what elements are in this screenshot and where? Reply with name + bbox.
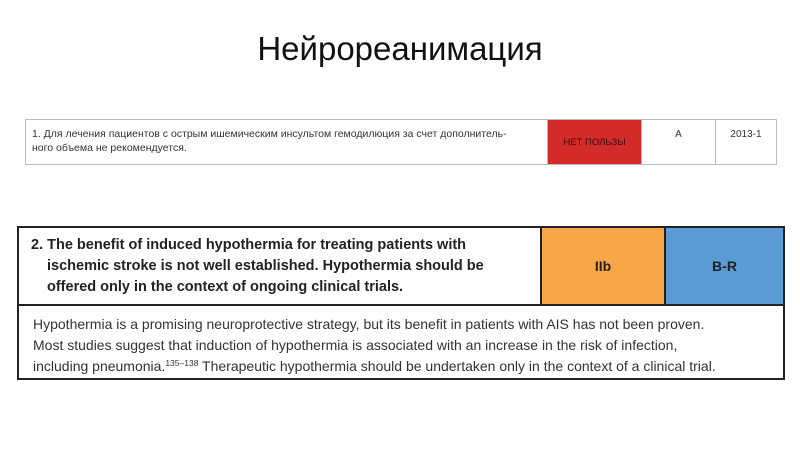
supporting-text-fragment: Therapeutic hypothermia should be undertaken only in the context of a clinical trial. <box>198 358 716 374</box>
supporting-text-line: Most studies suggest that induction of hypothermia is associated with an increase in the risk of infection, <box>33 337 678 353</box>
level-of-evidence-cell: B-R <box>664 228 783 304</box>
recommendation-statement <box>19 228 540 304</box>
statement-line: offered only in the context of ongoing clinical trials. <box>47 279 404 295</box>
class-of-recommendation-cell: IIb <box>540 228 664 304</box>
reference-superscript: 135–138 <box>165 358 199 368</box>
recommendation-row-ru <box>25 119 777 165</box>
benefit-class-cell: НЕТ ПОЛЬЗЫ <box>548 120 642 164</box>
statement-line: ischemic stroke is not well established. Hypothermia should be <box>47 258 484 274</box>
supporting-text <box>19 306 783 385</box>
statement-line: 2. The benefit of induced hypothermia for treating patients with <box>31 237 467 253</box>
recommendation-text-line: 1. Для лечения пациентов с острым ишемическим инсультом гемодилюция за счет дополнитель- <box>32 128 507 140</box>
recommendation-row <box>19 228 783 306</box>
supporting-text-line: Hypothermia is a promising neuroprotective strategy, but its benefit in patients with AIS has not been proven. <box>33 316 705 332</box>
supporting-text-line <box>33 356 769 377</box>
evidence-level-cell: А <box>642 120 716 164</box>
year-cell: 2013-1 <box>730 129 762 140</box>
recommendation-text-line: ного объема не рекомендуется. <box>32 142 187 154</box>
page-title: Нейрореанимация <box>257 30 543 67</box>
recommendation-text <box>26 120 548 164</box>
recommendation-table-en <box>17 226 785 380</box>
supporting-text-fragment: including pneumonia. <box>33 358 166 374</box>
